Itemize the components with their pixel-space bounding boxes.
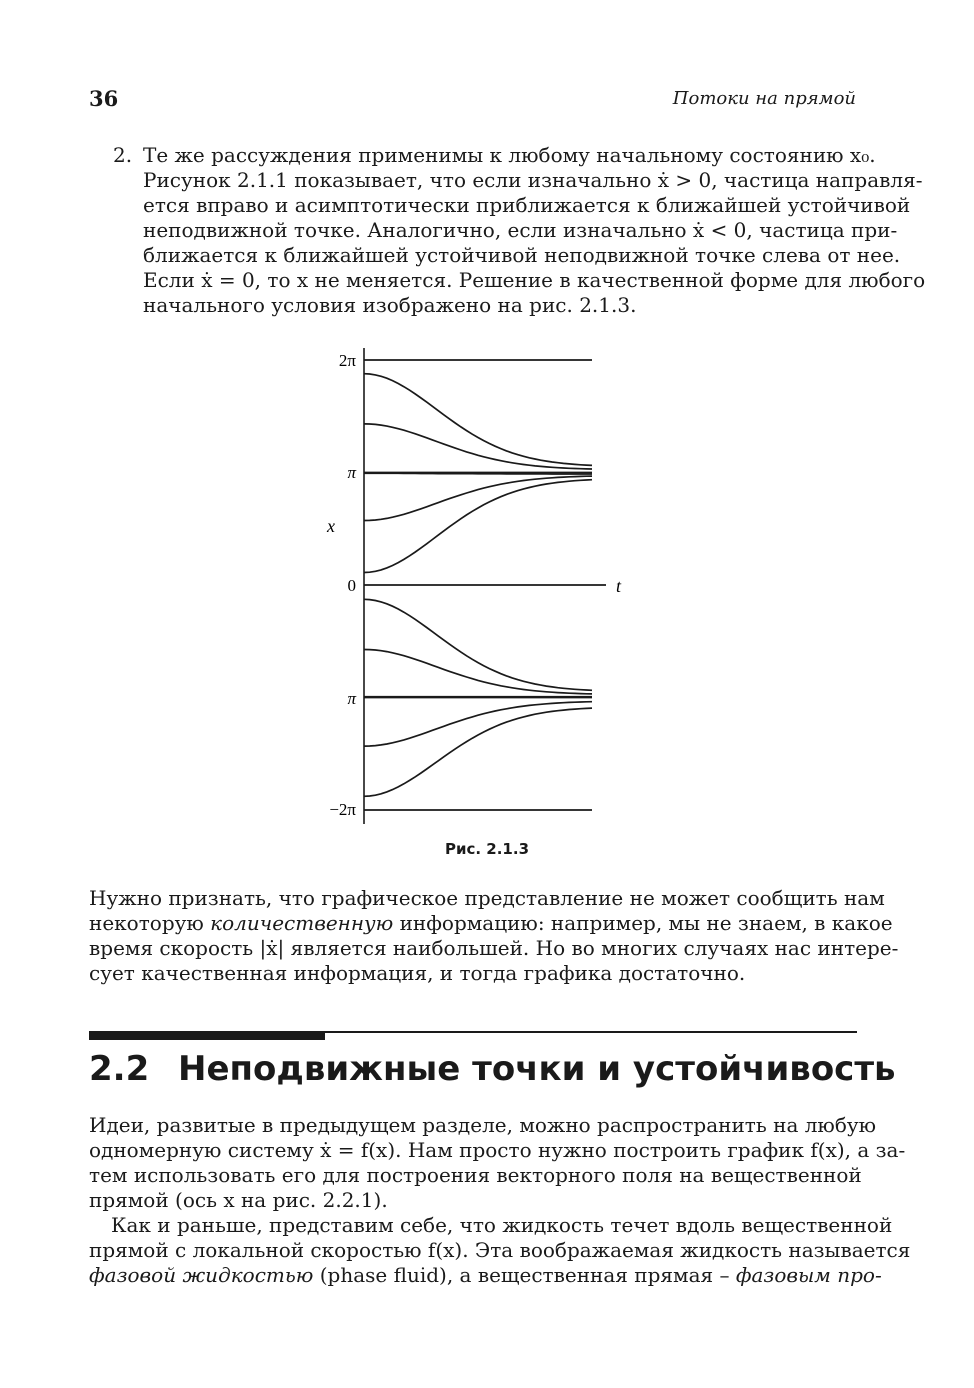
text-line: тем использовать его для построения векторного поля на вещественной [89, 1163, 862, 1187]
t-axis-label: t [616, 576, 622, 596]
running-head: Потоки на прямой [672, 88, 856, 109]
text-run: некоторую [89, 911, 211, 935]
solution-curve [364, 374, 592, 466]
section-heading [89, 1049, 896, 1089]
text-run: (phase fluid), а вещественная прямая – [313, 1263, 736, 1287]
section-number: 2.2 [89, 1049, 150, 1089]
list-item-text [143, 143, 926, 318]
y-axis-label: x [327, 516, 335, 536]
tick-label-pi: π [347, 463, 356, 482]
solution-curves-figure [310, 340, 640, 830]
tick-label-2pi: 2π [338, 351, 356, 370]
tick-label-minus-2pi: −2π [329, 800, 356, 819]
text-line: неподвижной точке. Аналогично, если изначально ẋ < 0, частица при- [143, 218, 898, 242]
text-line: прямой (ось x на рис. 2.2.1). [89, 1188, 388, 1212]
list-item-number: 2. [113, 143, 133, 167]
emphasis: фазовым про- [735, 1263, 882, 1287]
solution-curve [364, 702, 592, 746]
text-line: начального условия изображено на рис. 2.1.3. [143, 293, 637, 317]
section-rule-accent [89, 1033, 325, 1040]
text-line: Если ẋ = 0, то x не меняется. Решение в качественной форме для любого [143, 268, 926, 292]
text-line: ется вправо и асимптотически приближается к ближайшей устойчивой [143, 193, 911, 217]
text-run: информацию: например, мы не знаем, в какое [393, 911, 893, 935]
figure-caption: Рис. 2.1.3 [444, 840, 530, 858]
solution-curve [364, 480, 592, 573]
solution-curve [364, 599, 592, 690]
tick-label-minus-pi: π [347, 689, 356, 708]
solution-curve [364, 473, 592, 474]
text-line: прямой с локальной скоростью f(x). Эта воображаемая жидкость называется [89, 1238, 911, 1262]
paragraph [89, 886, 899, 986]
text-line: время скорость |ẋ| является наибольшей. Но во многих случаях нас интере- [89, 936, 899, 960]
tick-label-0: 0 [347, 576, 356, 595]
emphasis: количественную [210, 911, 394, 935]
text-line: Нужно признать, что графическое представление не может сообщить нам [89, 886, 885, 910]
emphasis: фазовой жидкостью [89, 1263, 314, 1287]
paragraph [89, 1213, 911, 1288]
text-line: ближается к ближайшей устойчивой неподвижной точке слева от нее. [143, 243, 901, 267]
paragraph [89, 1113, 906, 1213]
text-line [89, 911, 893, 936]
text-line: одномерную систему ẋ = f(x). Нам просто нужно построить график f(x), а за- [89, 1138, 906, 1162]
text-line: Идеи, развитые в предыдущем разделе, можно распространить на любую [89, 1113, 877, 1137]
text-line: Рисунок 2.1.1 показывает, что если изначально ẋ > 0, частица направля- [143, 168, 923, 192]
section-title: Неподвижные точки и устойчивость [178, 1049, 896, 1089]
text-line: Те же рассуждения применимы к любому начальному состоянию x₀. [143, 143, 876, 167]
text-line: Как и раньше, представим себе, что жидкость течет вдоль вещественной [111, 1213, 893, 1237]
solution-curve [364, 708, 592, 796]
page-number: 36 [89, 86, 119, 111]
text-line [89, 1263, 882, 1288]
text-line: сует качественная информация, и тогда графика достаточно. [89, 961, 746, 985]
